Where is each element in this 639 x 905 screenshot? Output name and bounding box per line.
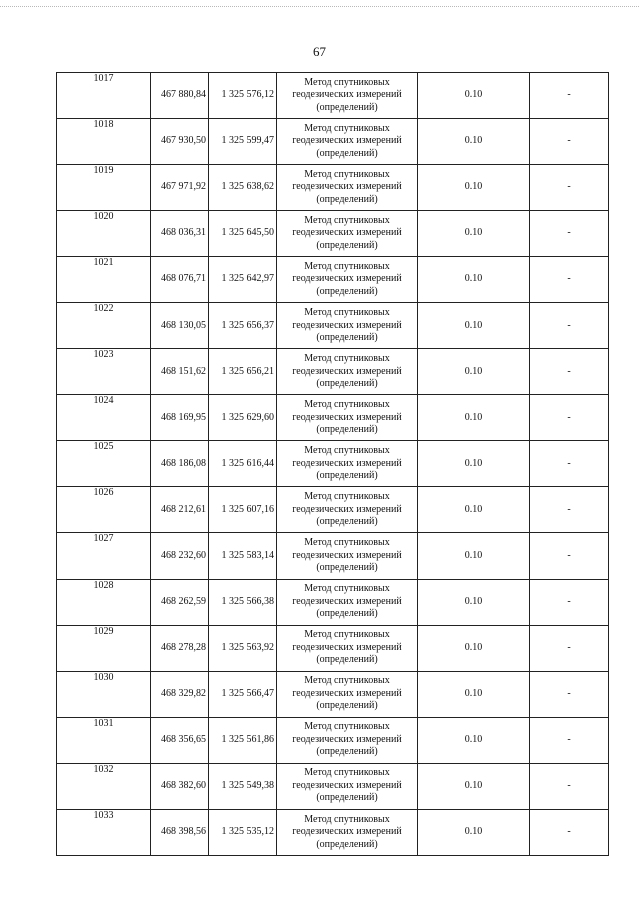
extra-cell: -	[530, 303, 609, 349]
point-number-cell: 1028	[57, 579, 151, 625]
point-number-cell: 1022	[57, 303, 151, 349]
method-line: (определений)	[316, 562, 378, 574]
coordinate-x-cell: 468 212,61	[151, 487, 209, 533]
point-number-cell: 1023	[57, 349, 151, 395]
method-line: геодезических измерений	[292, 779, 402, 791]
coordinate-x-cell: 468 262,59	[151, 579, 209, 625]
coordinate-y-cell: 1 325 563,92	[209, 625, 277, 671]
method-line: Метод спутниковых	[304, 813, 390, 825]
method-line: Метод спутниковых	[304, 629, 390, 641]
method-cell	[277, 165, 418, 211]
accuracy-cell: 0.10	[418, 579, 530, 625]
method-line: Метод спутниковых	[304, 353, 390, 365]
method-line: (определений)	[316, 424, 378, 436]
point-number-cell: 1021	[57, 257, 151, 303]
method-line: Метод спутниковых	[304, 260, 390, 272]
method-line: геодезических измерений	[292, 365, 402, 377]
coordinate-y-cell: 1 325 549,38	[209, 763, 277, 809]
method-line: Метод спутниковых	[304, 399, 390, 411]
method-line: Метод спутниковых	[304, 767, 390, 779]
coordinate-y-cell: 1 325 607,16	[209, 487, 277, 533]
extra-cell: -	[530, 119, 609, 165]
coordinate-y-cell: 1 325 645,50	[209, 211, 277, 257]
accuracy-cell: 0.10	[418, 671, 530, 717]
coordinate-x-cell: 468 130,05	[151, 303, 209, 349]
point-number-cell: 1020	[57, 211, 151, 257]
accuracy-cell: 0.10	[418, 441, 530, 487]
coordinate-y-cell: 1 325 642,97	[209, 257, 277, 303]
coordinates-table-body	[57, 73, 609, 856]
extra-cell: -	[530, 441, 609, 487]
method-cell	[277, 303, 418, 349]
method-line: геодезических измерений	[292, 595, 402, 607]
coordinate-y-cell: 1 325 656,37	[209, 303, 277, 349]
method-line: (определений)	[316, 147, 378, 159]
extra-cell: -	[530, 487, 609, 533]
extra-cell: -	[530, 395, 609, 441]
coordinate-x-cell: 468 151,62	[151, 349, 209, 395]
table-row	[57, 395, 609, 441]
method-line: Метод спутниковых	[304, 122, 390, 134]
point-number-cell: 1025	[57, 441, 151, 487]
point-number-cell: 1026	[57, 487, 151, 533]
accuracy-cell: 0.10	[418, 717, 530, 763]
method-line: геодезических измерений	[292, 181, 402, 193]
method-line: (определений)	[316, 378, 378, 390]
method-line: геодезических измерений	[292, 273, 402, 285]
extra-cell: -	[530, 349, 609, 395]
method-cell	[277, 579, 418, 625]
table-row	[57, 533, 609, 579]
extra-cell: -	[530, 73, 609, 119]
coordinate-x-cell: 467 880,84	[151, 73, 209, 119]
method-line: (определений)	[316, 654, 378, 666]
extra-cell: -	[530, 165, 609, 211]
method-line: (определений)	[316, 193, 378, 205]
coordinate-x-cell: 468 329,82	[151, 671, 209, 717]
coordinate-y-cell: 1 325 638,62	[209, 165, 277, 211]
method-line: геодезических измерений	[292, 411, 402, 423]
method-line: (определений)	[316, 700, 378, 712]
method-line: геодезических измерений	[292, 89, 402, 101]
method-cell	[277, 119, 418, 165]
accuracy-cell: 0.10	[418, 533, 530, 579]
coordinate-y-cell: 1 325 656,21	[209, 349, 277, 395]
table-row	[57, 487, 609, 533]
method-cell	[277, 625, 418, 671]
accuracy-cell: 0.10	[418, 257, 530, 303]
method-line: геодезических измерений	[292, 319, 402, 331]
extra-cell: -	[530, 763, 609, 809]
coordinate-x-cell: 468 036,31	[151, 211, 209, 257]
point-number-cell: 1029	[57, 625, 151, 671]
coordinate-y-cell: 1 325 583,14	[209, 533, 277, 579]
coordinate-x-cell: 468 076,71	[151, 257, 209, 303]
point-number-cell: 1018	[57, 119, 151, 165]
method-cell	[277, 763, 418, 809]
extra-cell: -	[530, 533, 609, 579]
coordinate-y-cell: 1 325 535,12	[209, 809, 277, 855]
accuracy-cell: 0.10	[418, 211, 530, 257]
accuracy-cell: 0.10	[418, 349, 530, 395]
method-cell	[277, 809, 418, 855]
accuracy-cell: 0.10	[418, 809, 530, 855]
method-line: Метод спутниковых	[304, 675, 390, 687]
method-line: (определений)	[316, 101, 378, 113]
method-cell	[277, 441, 418, 487]
method-line: (определений)	[316, 746, 378, 758]
method-line: (определений)	[316, 239, 378, 251]
accuracy-cell: 0.10	[418, 303, 530, 349]
method-line: Метод спутниковых	[304, 445, 390, 457]
coordinate-y-cell: 1 325 566,47	[209, 671, 277, 717]
accuracy-cell: 0.10	[418, 625, 530, 671]
method-line: геодезических измерений	[292, 457, 402, 469]
coordinate-x-cell: 468 398,56	[151, 809, 209, 855]
extra-cell: -	[530, 579, 609, 625]
method-line: (определений)	[316, 285, 378, 297]
coordinate-x-cell: 468 169,95	[151, 395, 209, 441]
coordinates-table	[56, 72, 609, 856]
method-cell	[277, 73, 418, 119]
extra-cell: -	[530, 625, 609, 671]
coordinate-y-cell: 1 325 576,12	[209, 73, 277, 119]
coordinate-x-cell: 468 356,65	[151, 717, 209, 763]
method-line: (определений)	[316, 470, 378, 482]
coordinate-x-cell: 468 232,60	[151, 533, 209, 579]
method-line: геодезических измерений	[292, 135, 402, 147]
method-line: геодезических измерений	[292, 826, 402, 838]
method-line: геодезических измерений	[292, 733, 402, 745]
method-line: Метод спутниковых	[304, 214, 390, 226]
accuracy-cell: 0.10	[418, 763, 530, 809]
method-line: Метод спутниковых	[304, 491, 390, 503]
method-line: Метод спутниковых	[304, 307, 390, 318]
table-row	[57, 211, 609, 257]
point-number-cell: 1031	[57, 717, 151, 763]
point-number-cell: 1030	[57, 671, 151, 717]
extra-cell: -	[530, 809, 609, 855]
method-cell	[277, 533, 418, 579]
method-cell	[277, 671, 418, 717]
accuracy-cell: 0.10	[418, 487, 530, 533]
extra-cell: -	[530, 211, 609, 257]
method-line: Метод спутниковых	[304, 76, 390, 88]
table-row	[57, 625, 609, 671]
method-cell	[277, 349, 418, 395]
method-line: (определений)	[316, 792, 378, 804]
table-row	[57, 671, 609, 717]
table-row	[57, 165, 609, 211]
table-row	[57, 809, 609, 855]
point-number-cell: 1032	[57, 763, 151, 809]
table-row	[57, 441, 609, 487]
page-edge-line	[0, 6, 639, 7]
accuracy-cell: 0.10	[418, 395, 530, 441]
method-line: геодезических измерений	[292, 503, 402, 515]
table-row	[57, 349, 609, 395]
method-line: Метод спутниковых	[304, 537, 390, 549]
table-row	[57, 763, 609, 809]
table-row	[57, 303, 609, 349]
coordinate-y-cell: 1 325 599,47	[209, 119, 277, 165]
coordinate-y-cell: 1 325 561,86	[209, 717, 277, 763]
method-line: геодезических измерений	[292, 687, 402, 699]
table-row	[57, 119, 609, 165]
method-line: Метод спутниковых	[304, 721, 390, 733]
method-line: Метод спутниковых	[304, 168, 390, 180]
accuracy-cell: 0.10	[418, 165, 530, 211]
coordinate-x-cell: 468 382,60	[151, 763, 209, 809]
accuracy-cell: 0.10	[418, 119, 530, 165]
point-number-cell: 1024	[57, 395, 151, 441]
page-number: 67	[313, 44, 326, 59]
point-number-cell: 1027	[57, 533, 151, 579]
accuracy-cell: 0.10	[418, 73, 530, 119]
extra-cell: -	[530, 717, 609, 763]
coordinate-y-cell: 1 325 616,44	[209, 441, 277, 487]
point-number-cell: 1017	[57, 73, 151, 119]
method-cell	[277, 487, 418, 533]
method-line: геодезических измерений	[292, 227, 402, 239]
coordinate-x-cell: 467 971,92	[151, 165, 209, 211]
table-row	[57, 717, 609, 763]
point-number-cell: 1019	[57, 165, 151, 211]
method-line: геодезических измерений	[292, 641, 402, 653]
extra-cell: -	[530, 257, 609, 303]
coordinate-y-cell: 1 325 566,38	[209, 579, 277, 625]
point-number-cell: 1033	[57, 809, 151, 855]
method-line: Метод спутниковых	[304, 583, 390, 595]
method-line: (определений)	[316, 608, 378, 620]
method-cell	[277, 211, 418, 257]
method-line: (определений)	[316, 332, 378, 343]
coordinate-x-cell: 468 186,08	[151, 441, 209, 487]
coordinate-y-cell: 1 325 629,60	[209, 395, 277, 441]
coordinate-x-cell: 467 930,50	[151, 119, 209, 165]
coordinate-x-cell: 468 278,28	[151, 625, 209, 671]
table-row	[57, 257, 609, 303]
method-line: (определений)	[316, 838, 378, 850]
method-line: (определений)	[316, 516, 378, 528]
method-cell	[277, 257, 418, 303]
table-row	[57, 579, 609, 625]
method-line: геодезических измерений	[292, 549, 402, 561]
extra-cell: -	[530, 671, 609, 717]
method-cell	[277, 395, 418, 441]
table-row	[57, 73, 609, 119]
method-cell	[277, 717, 418, 763]
